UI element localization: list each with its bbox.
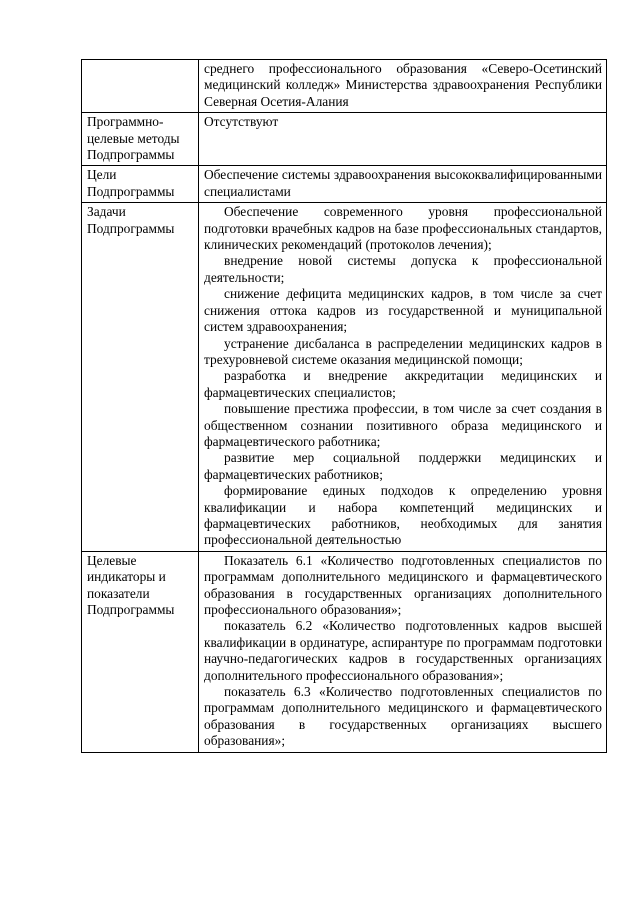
program-passport-table xyxy=(81,59,607,753)
label-line: Целевые xyxy=(87,552,137,568)
org-continuation-row xyxy=(82,60,607,113)
label-cell xyxy=(82,551,199,752)
content-paragraph: формирование единых подходов к определению уровня квалификации и набора компетенций медицинских и фармацевтических работников, необходимых для занятия профессиональной деятельностью xyxy=(204,483,602,548)
label-line: Подпрограммы xyxy=(87,220,175,236)
content-paragraph: развитие мер социальной поддержки медицинских и фармацевтических работников; xyxy=(204,450,602,482)
content-paragraph: Обеспечение современного уровня профессиональной подготовки врачебных кадров на базе профессиональных стандартов, клинических рекомендаций (протоколов лечения); xyxy=(204,204,602,253)
content-paragraph: среднего профессионального образования «Северо-Осетинский медицинский колледж» Министерства здравоохранения Республики Северная Осетия-Алания xyxy=(204,61,602,109)
goals-row xyxy=(82,166,607,203)
indicators-row xyxy=(82,551,607,752)
content-cell xyxy=(199,60,607,113)
label-cell xyxy=(82,113,199,166)
label-cell xyxy=(82,203,199,552)
label-line: показатели xyxy=(87,585,150,601)
label-line: целевые методы xyxy=(87,130,180,146)
content-paragraph: устранение дисбаланса в распределении медицинских кадров в трехуровневой системе оказания медицинской помощи; xyxy=(204,335,602,367)
label-line: Цели xyxy=(87,167,117,183)
label-cell xyxy=(82,60,199,113)
content-paragraph: внедрение новой системы допуска к профессиональной деятельности; xyxy=(204,253,602,285)
content-paragraph: показатель 6.2 «Количество подготовленных кадров высшей квалификации в ординатуре, аспирантуре по программам подготовки научно-педагогических кадров в государственных организациях дополнительного профессионального образования»; xyxy=(204,618,602,683)
content-paragraph: снижение дефицита медицинских кадров, в том числе за счет снижения оттока кадров из государственной и муниципальной систем здравоохранения; xyxy=(204,286,602,335)
content-cell xyxy=(199,113,607,166)
content-paragraph: разработка и внедрение аккредитации медицинских и фармацевтических специалистов; xyxy=(204,368,602,400)
content-cell xyxy=(199,551,607,752)
label-line: Подпрограммы xyxy=(87,602,175,617)
label-line: Подпрограммы xyxy=(87,183,175,199)
table-body xyxy=(82,60,607,753)
content-paragraph: показатель 6.3 «Количество подготовленных специалистов по программам дополнительного медицинского и фармацевтического образования в государственных организациях высшего образования»; xyxy=(204,684,602,749)
content-cell xyxy=(199,203,607,552)
content-paragraph: Показатель 6.1 «Количество подготовленных специалистов по программам дополнительного медицинского и фармацевтического образования в государственных организациях дополнительного профессионального образования»; xyxy=(204,552,602,617)
label-cell xyxy=(82,166,199,203)
content-paragraph: Обеспечение системы здравоохранения высококвалифицированными специалистами xyxy=(204,167,602,199)
label-line: Программно- xyxy=(87,114,164,130)
label-line: Задачи xyxy=(87,204,126,220)
content-paragraph: повышение престижа профессии, в том числе за счет создания в общественном сознании позитивного образа медицинского и фармацевтического работника; xyxy=(204,401,602,449)
content-cell xyxy=(199,166,607,203)
label-line: индикаторы и xyxy=(87,569,166,585)
program-methods-row xyxy=(82,113,607,166)
label-line: Подпрограммы xyxy=(87,147,175,163)
content-paragraph: Отсутствуют xyxy=(204,114,279,130)
tasks-row xyxy=(82,203,607,552)
